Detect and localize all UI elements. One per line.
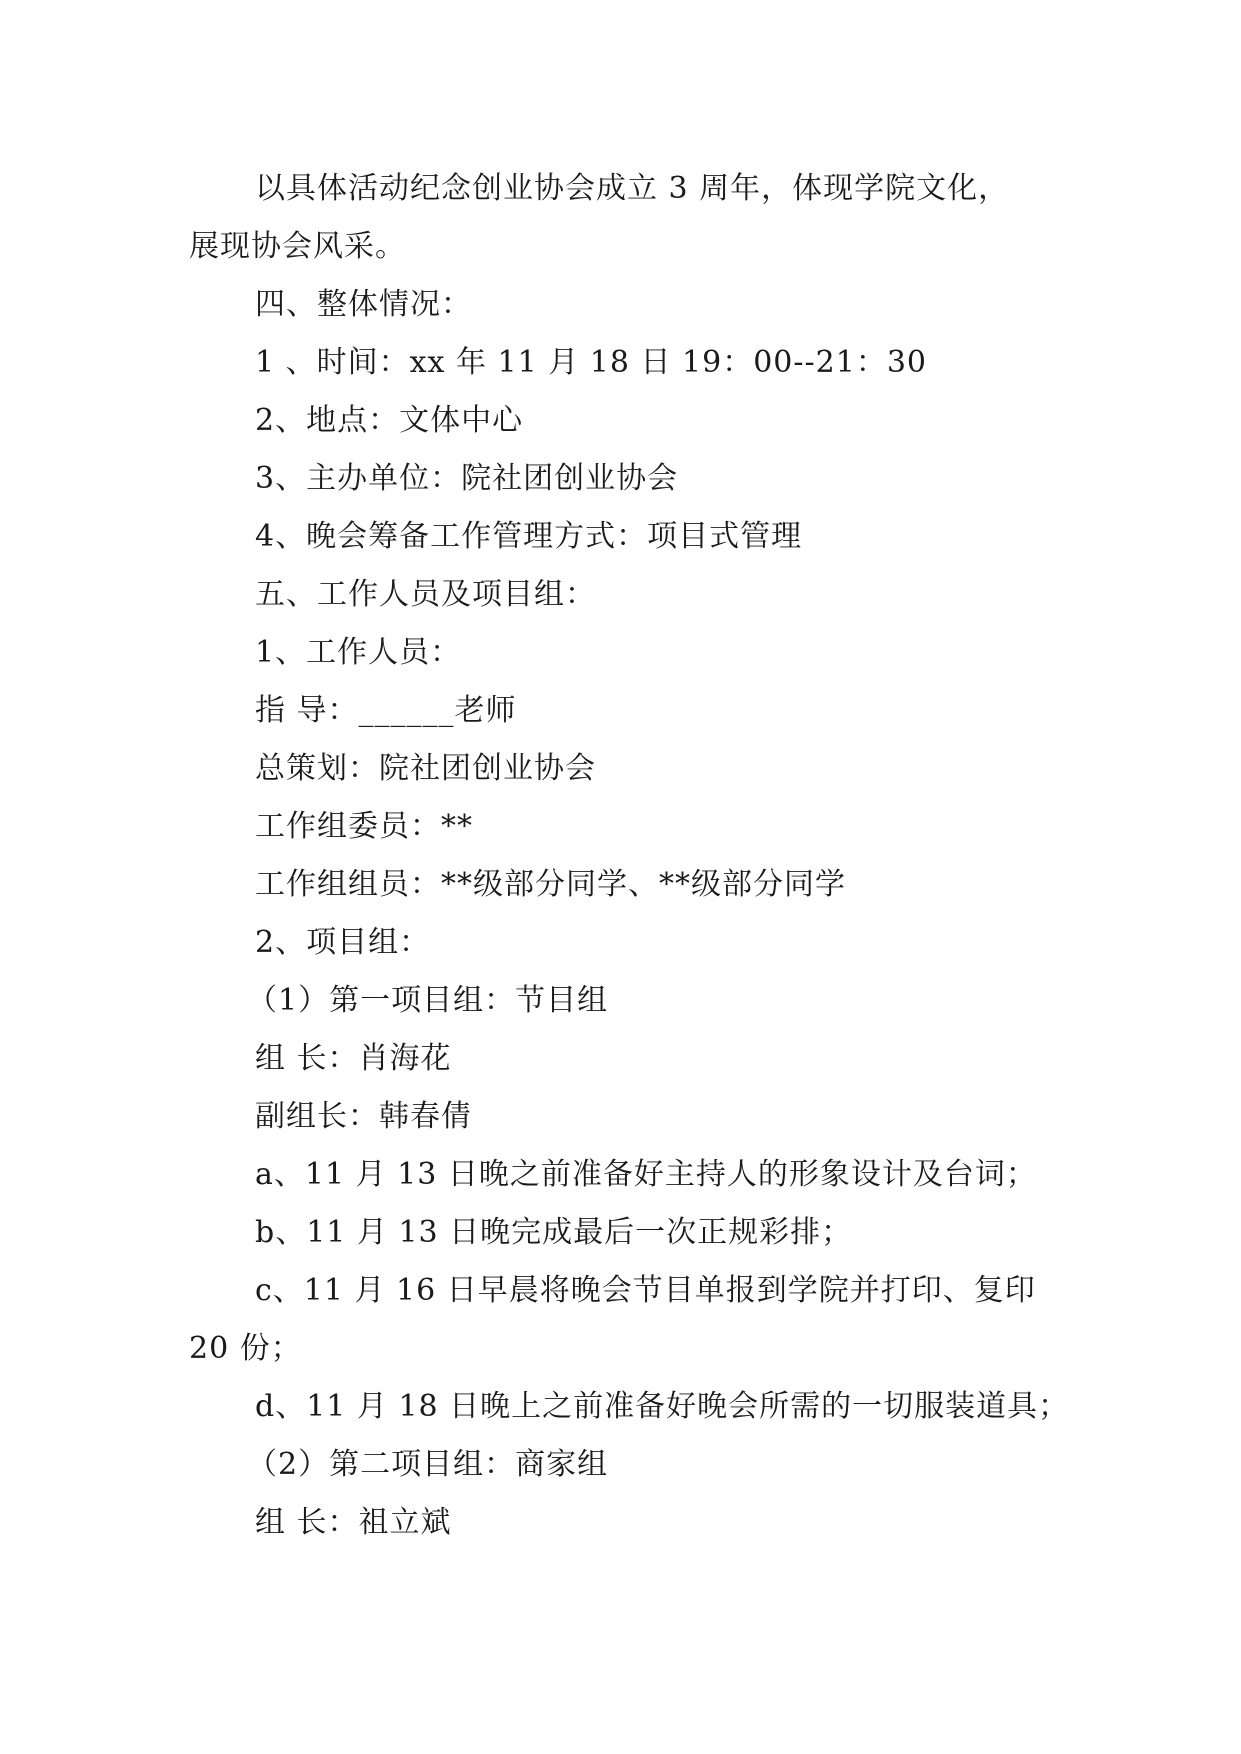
paragraph-line: 展现协会风采。 xyxy=(189,229,406,264)
paragraph-line: a、11 月 13 日晚之前准备好主持人的形象设计及台词； xyxy=(255,1157,1037,1192)
paragraph-line: 组 长：肖海花 xyxy=(255,1041,452,1076)
paragraph-line: d、11 月 18 日晚上之前准备好晚会所需的一切服装道具； xyxy=(255,1389,1070,1424)
paragraph-line: 2、项目组： xyxy=(255,925,431,960)
section-heading: 四、整体情况： xyxy=(255,287,472,322)
paragraph-line: 3、主办单位：院社团创业协会 xyxy=(255,461,679,496)
paragraph-line: 1 、时间：xx 年 11 月 18 日 19：00--21：30 xyxy=(255,345,927,380)
paragraph-line: 总策划：院社团创业协会 xyxy=(255,751,596,786)
paragraph-line: 4、晚会筹备工作管理方式：项目式管理 xyxy=(255,519,803,554)
section-heading: 五、工作人员及项目组： xyxy=(255,577,596,612)
paragraph-line: c、11 月 16 日早晨将晚会节目单报到学院并打印、复印 xyxy=(255,1273,1036,1308)
paragraph-line: 工作组委员：** xyxy=(255,809,473,844)
paragraph-line: b、11 月 13 日晚完成最后一次正规彩排； xyxy=(255,1215,853,1250)
paragraph-line: 以具体活动纪念创业协会成立 3 周年，体现学院文化， xyxy=(255,171,1010,206)
paragraph-line: 工作组组员：**级部分同学、**级部分同学 xyxy=(255,867,846,902)
paragraph-line: （1）第一项目组：节目组 xyxy=(247,983,609,1018)
paragraph-line: 2、地点：文体中心 xyxy=(255,403,524,438)
paragraph-line: （2）第二项目组：商家组 xyxy=(247,1447,609,1482)
paragraph-line: 副组长：韩春倩 xyxy=(255,1099,472,1134)
paragraph-line: 20 份； xyxy=(189,1331,302,1366)
document-body xyxy=(189,160,1069,1552)
paragraph-line: 组 长：祖立斌 xyxy=(255,1505,452,1540)
paragraph-line: 1、工作人员： xyxy=(255,635,462,670)
paragraph-line: 指 导：______老师 xyxy=(255,693,517,728)
